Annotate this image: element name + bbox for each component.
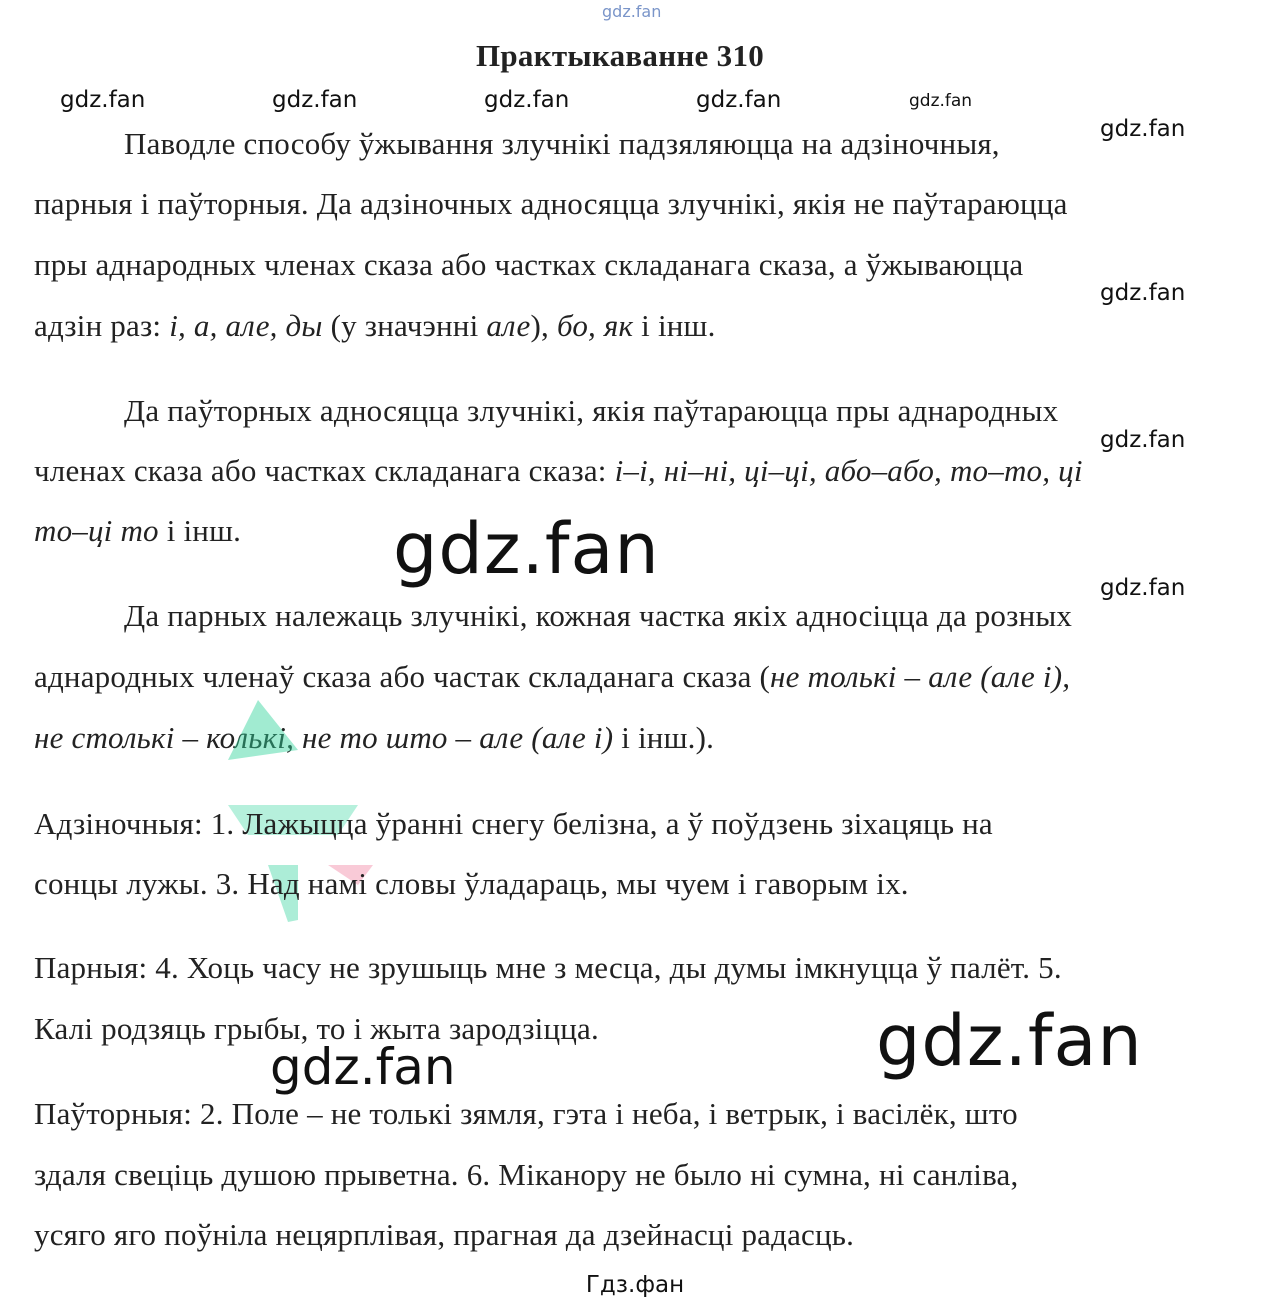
watermark-large-center: gdz.fan [393,508,660,590]
watermark-top: gdz.fan [602,2,662,21]
paragraph-3-line-2 [34,659,1070,695]
paragraph-1-line-3: пры аднародных членах сказа або частках складанага сказа, а ўжываюцца [34,247,1024,282]
watermark-medium-left: gdz.fan [270,1038,456,1096]
answer-single-line-2: сонцы лужы. 3. Над намі словы ўладараць, мы чуем і гаворым іх. [34,866,909,901]
answer-paired-line-2: Калі родзяць грыбы, то і жыта зародзіцца. [34,1011,599,1046]
footer-watermark: Гдз.фан [585,1272,685,1298]
paragraph-2-line-3 [34,513,241,549]
paragraph-1-line-2: парныя і паўторныя. Да адзіночных адносяцца злучнікі, якія не паўтараюцца [34,186,1068,221]
watermark-right-3: gdz.fan [1100,427,1186,453]
watermark-right-1: gdz.fan [1100,116,1186,142]
answer-repeated-line-2: здаля свеціць душою прыветна. 6. Міканору не было ні сумна, ні санліва, [34,1157,1019,1192]
paragraph-3-line-1: Да парных належаць злучнікі, кожная частка якіх адносіцца да розных [124,598,1073,633]
answer-repeated-line-1: Паўторныя: 2. Поле – не толькі зямля, гэта і неба, і ветрык, і васілёк, што [34,1096,1018,1131]
italic-run: не толькі – але (але і), [770,659,1071,694]
text-run: ), [530,308,557,343]
text-run: аднародных членаў сказа або частак складанага сказа ( [34,659,771,694]
watermark-row-4: gdz.fan [696,87,782,113]
italic-run: бо, як [556,308,634,343]
text-run: адзін раз: [34,308,170,343]
italic-run: і, а, але, ды [169,308,323,343]
paragraph-2-line-2 [34,453,1083,489]
text-run: і інш. [158,513,242,548]
italic-run: не столькі – колькі, не то што – але (але і) [34,720,614,755]
paragraph-2-line-1: Да паўторных адносяцца злучнікі, якія паўтараюцца пры аднародных [124,393,1059,428]
answer-paired-line-1: Парныя: 4. Хоць часу не зрушыць мне з месца, ды думы імкнуцца ў палёт. 5. [34,950,1062,985]
text-run: членах сказа або частках складанага сказа: [34,453,615,488]
text-run: і інш. [633,308,716,343]
italic-run: але [486,308,531,343]
watermark-right-2: gdz.fan [1100,280,1186,306]
answer-repeated-line-3: усяго яго поўніла нецярплівая, прагная да дзейнасці радасць. [34,1217,855,1252]
paragraph-1-line-4 [34,308,716,344]
italic-run: то–ці то [34,513,159,548]
page-title: Практыкаванне 310 [475,38,765,73]
watermark-row-1: gdz.fan [60,87,146,113]
watermark-right-4: gdz.fan [1100,575,1186,601]
watermark-row-5: gdz.fan [909,91,973,111]
paragraph-1-line-1: Паводле способу ўжывання злучнікі падзяляюцца на адзіночныя, [124,126,1000,161]
italic-run: і–і, ні–ні, ці–ці, або–або, то–то, ці [614,453,1083,488]
text-run: (у значэнні [322,308,487,343]
watermark-row-2: gdz.fan [272,87,358,113]
watermark-row-3: gdz.fan [484,87,570,113]
answer-single-line-1: Адзіночныя: 1. Лажыцца ўранні снегу белізна, а ў поўдзень зіхацяць на [34,806,993,841]
text-run: і інш.). [613,720,715,755]
watermark-large-right: gdz.fan [876,1000,1143,1082]
